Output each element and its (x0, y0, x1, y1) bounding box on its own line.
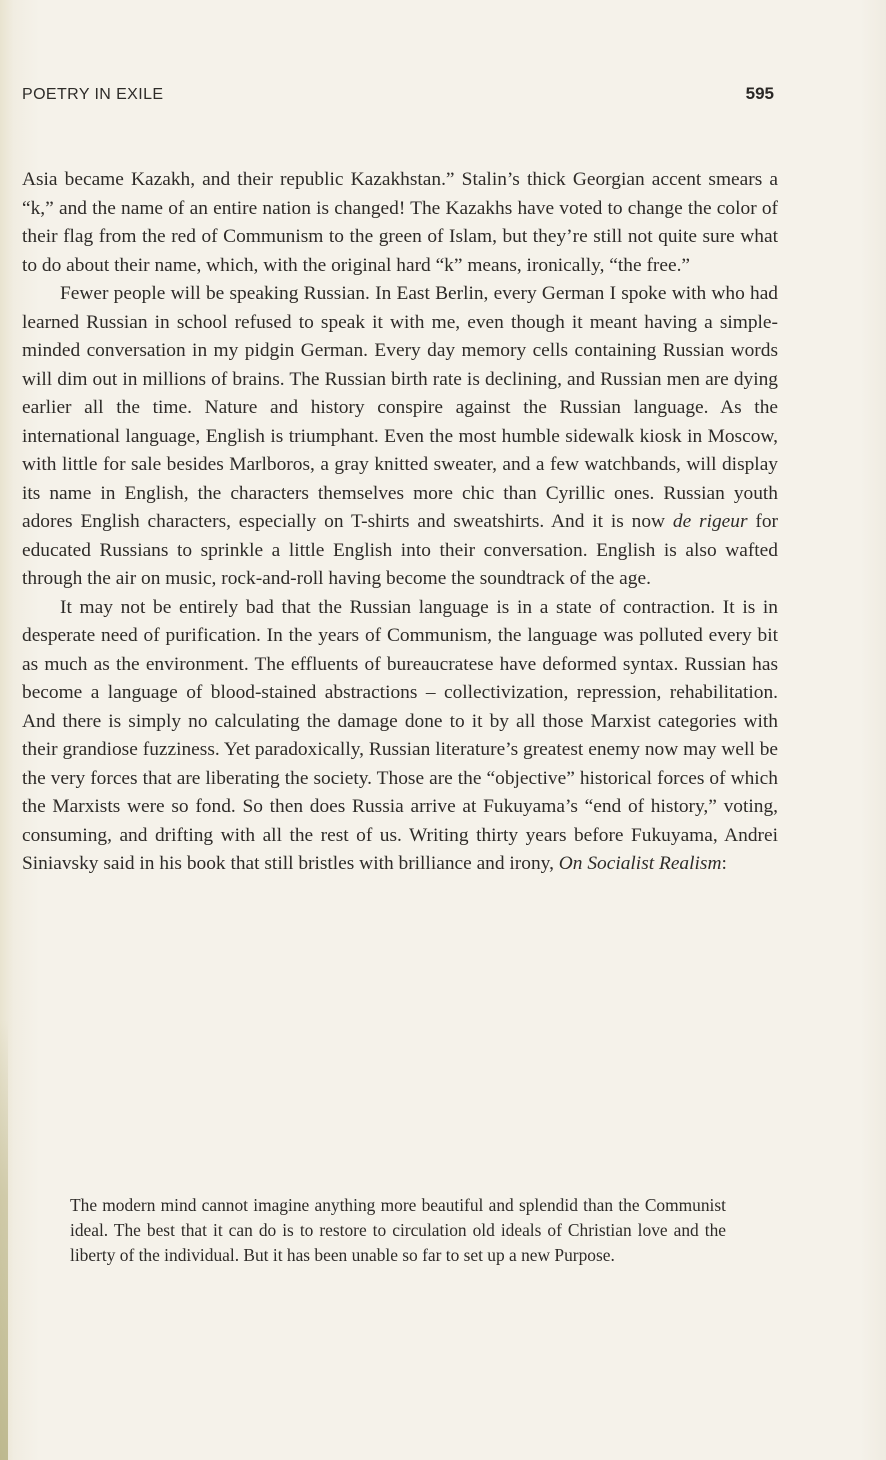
paragraph-2-text-a: Fewer people will be speaking Russian. In East Berlin, every German I spoke with who had learned Russian in school refused to speak it with me, even though it meant having a simple-minded conversation in my pidgin German. Every day memory cells containing Russian words will dim out in millions of brains. The Russian birth rate is declining, and Russian men are dying earlier all the time. Nature and history conspire against the Russian language. As the international language, English is triumphant. Even the most humble sidewalk kiosk in Moscow, with little for sale besides Marlboros, a gray knitted sweater, and a few watchbands, will display its name in English, the characters themselves more chic than Cyrillic ones. Russian youth adores English characters, especially on T-shirts and sweatshirts. And it is now (22, 283, 778, 532)
paragraph-3-italic: On Socialist Realism (558, 853, 722, 874)
paragraph-1 (22, 166, 778, 280)
paragraph-2-text-b: for educated Russians to sprinkle a little English into their conversation. English is also wafted through the air on music, rock-and-roll having become the soundtrack of the age. (22, 511, 778, 589)
paragraph-1-text: Asia became Kazakh, and their republic Kazakhstan.” Stalin’s thick Georgian accent smears a “k,” and the name of an entire nation is changed! The Kazakhs have voted to change the color of their flag from the red of Communism to the green of Islam, but they’re still not quite sure what to do about their name, which, with the original hard “k” means, ironically, “the free.” (22, 169, 778, 276)
paragraph-3-text-a: It may not be entirely bad that the Russian language is in a state of contraction. It is in desperate need of purification. In the years of Communism, the language was polluted every bit as much as the environment. The effluents of bureaucratese have deformed syntax. Russian has become a language of blood-stained abstractions – collectivization, repression, rehabilitation. And there is simply no calculating the damage done to it by all those Marxist categories with their grandiose fuzziness. Yet paradoxically, Russian literature’s greatest enemy now may well be the very forces that are liberating the society. Those are the “objective” historical forces of which the Marxists were so fond. So then does Russia arrive at Fukuyama’s “end of history,” voting, consuming, and drifting with all the rest of us. Writing thirty years before Fukuyama, Andrei Siniavsky said in his book that still bristles with brilliance and irony, (22, 596, 778, 874)
paragraph-2 (22, 280, 778, 594)
body-text (22, 166, 778, 879)
paragraph-3-text-b: : (721, 853, 727, 874)
block-quote: The modern mind cannot imagine anything more beautiful and splendid than the Communist ideal. The best that it can do is to restore to circulation old ideals of Christian love and the liberty of the individual. But it has been unable so far to set up a new Purpose. (70, 1195, 726, 1265)
paragraph-2-italic: de rigeur (672, 511, 748, 532)
page-edge-stain (0, 1020, 8, 1460)
paragraph-3 (22, 594, 778, 879)
page-number: 595 (745, 84, 774, 103)
running-head (22, 86, 774, 108)
running-title: POETRY IN EXILE (22, 86, 164, 103)
